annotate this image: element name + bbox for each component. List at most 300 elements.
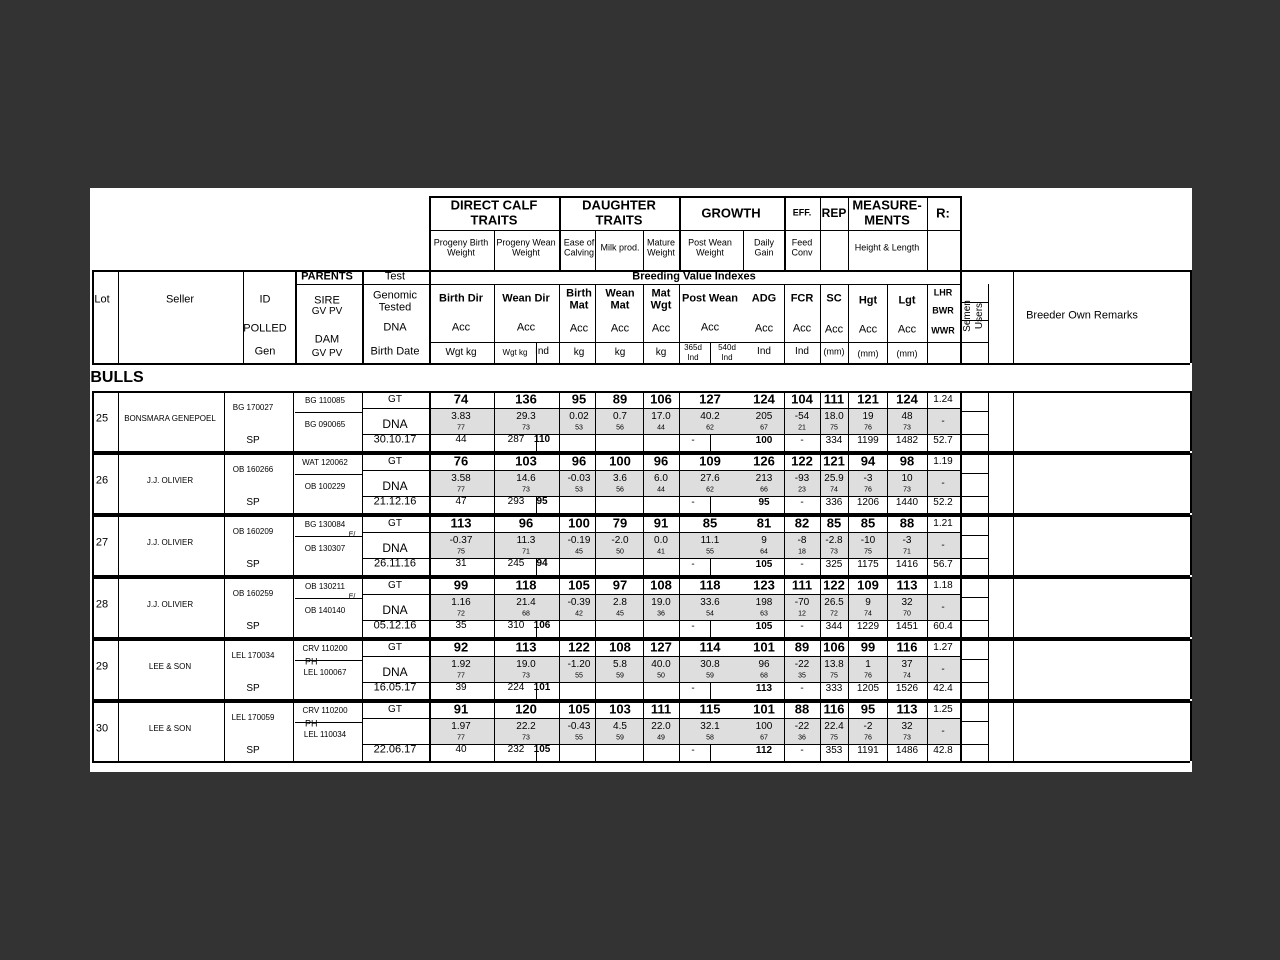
index-value-sc: 111 [823,391,845,407]
rule-vertical [362,639,363,699]
rule-vertical [988,639,989,699]
group-daughter: DAUGHTER [582,197,656,213]
ebv-value-wd: 22.2 [516,721,536,732]
test-code: GT [388,518,402,529]
ebv-value-wm: 0.7 [613,411,627,422]
accuracy-mw: 49 [657,734,665,742]
rule-vertical [429,391,431,451]
ebv-value-fcr: -8 [797,535,807,546]
rule-vertical [784,639,785,699]
rule-vertical [784,284,785,363]
sc-mm: 325 [825,559,843,570]
ebv-value-fcr: -70 [794,597,810,608]
ebv-value-sc: 18.0 [824,411,844,422]
ebv-value-adg: 205 [755,411,773,422]
accuracy-adg: 68 [760,672,768,680]
trait-fcr: FCR [790,292,814,305]
rule-horizontal [92,577,1190,579]
accuracy-sc: 75 [830,672,838,680]
trait-wean-mat: Mat [610,299,630,312]
index-value-lgt: 116 [896,639,918,655]
index-value-fcr: 89 [794,639,810,655]
accuracy-fcr: 12 [798,610,806,618]
lgt-mm: 1526 [895,683,919,694]
accuracy-sc: 75 [830,424,838,432]
index-value-wd: 113 [515,639,537,655]
accuracy-wd: 71 [522,548,530,556]
group-measurements: MENTS [864,212,910,228]
rule-vertical [559,639,560,699]
seller-name: J.J. OLIVIER [146,476,194,485]
ebv-value-wm: 4.5 [613,721,627,732]
subgroup-label: Progeny Wean [496,237,556,248]
rule-vertical [988,701,989,761]
rule-vertical [643,230,644,270]
ebv-value-bd: 3.58 [451,473,471,484]
rule-vertical [820,391,821,451]
rule-vertical [429,196,431,270]
dna-flag: DNA [382,479,408,493]
animal-id: BG 170027 [232,403,274,412]
rule-vertical [1013,391,1014,451]
gen-code: SP [246,745,260,756]
accuracy-sc: 74 [830,486,838,494]
rule-vertical [887,577,888,637]
ebv-value-sc: -2.8 [825,535,843,546]
header-dam-gvpv: GV PV [311,348,343,359]
sire-id: WAT 120062 [302,458,348,467]
rule-horizontal [960,496,988,497]
ebv-value-fcr: -22 [794,721,810,732]
rule-vertical [92,515,94,575]
rule-horizontal [960,434,988,435]
index-value-fcr: 82 [794,515,810,531]
index-value-hgt: 85 [860,515,876,531]
accuracy-wm: 59 [616,734,624,742]
index-value-wm: 100 [609,453,631,469]
rule-vertical [92,270,94,363]
subgroup-label: Weight [647,247,675,258]
ebv-value-mw: 22.0 [651,721,671,732]
rule-vertical [429,453,431,513]
rule-vertical [494,453,495,513]
wean-index: 94 [536,558,548,569]
accuracy-wd: 73 [522,734,530,742]
rule-vertical [293,701,294,761]
ebv-value-wm: -2.0 [611,535,629,546]
subgroup-label: Weight [447,247,475,258]
ebv-value-bm: -0.03 [567,473,591,484]
rule-vertical [92,639,94,699]
trait-lgt: Lgt [898,294,916,307]
ebv-value-mw: 17.0 [651,411,671,422]
rule-horizontal [362,594,960,595]
accuracy-pw: 59 [706,672,714,680]
bwr-ratio: - [941,726,945,737]
rule-vertical [887,284,888,363]
rule-vertical [927,701,928,761]
adg-index: 105 [755,621,773,632]
rule-vertical [224,453,225,513]
rule-vertical [118,639,119,699]
index-value-adg: 124 [753,391,775,407]
rule-vertical [679,639,680,699]
accuracy-wd: 73 [522,486,530,494]
rule-vertical [559,701,560,761]
accuracy-lgt: 73 [903,486,911,494]
index-value-mw: 111 [650,701,672,717]
accuracy-lgt: 70 [903,610,911,618]
ebv-value-bd: 1.16 [451,597,471,608]
accuracy-wm: 50 [616,548,624,556]
rule-vertical [887,701,888,761]
hgt-mm: 1191 [857,745,879,756]
index-value-wm: 108 [609,639,631,655]
accuracy-hgt: 74 [864,610,872,618]
subgroup-label: Ease of [563,237,595,248]
hgt-mm: 1206 [856,497,880,508]
index-value-wm: 89 [612,391,628,407]
ebv-value-lgt: 48 [901,411,913,422]
header-breeder-remarks: Breeder Own Remarks [1026,309,1138,322]
ebv-value-wm: 3.6 [613,473,627,484]
accuracy-mw: 44 [657,486,665,494]
trait-mat-wgt: Wgt [650,299,672,312]
index-value-sc: 85 [826,515,842,531]
rule-vertical [988,453,989,513]
fcr-index: - [800,745,804,756]
rule-vertical [710,496,711,513]
accuracy-bd: 77 [457,424,465,432]
accuracy-mw: 41 [657,548,665,556]
header-genomic: Genomic [372,289,418,302]
subgroup-label: Calving [563,247,595,258]
lhr-ratio: 1.19 [933,456,953,467]
subgroup-label: Post Wean [688,237,732,248]
rule-vertical [295,270,297,363]
accuracy-wm: 45 [616,610,624,618]
index-value-mw: 91 [653,515,669,531]
wean-index: 106 [533,620,551,631]
rule-vertical [595,391,596,451]
hgt-mm: 1205 [856,683,880,694]
rule-vertical [429,284,431,363]
rule-vertical [118,391,119,451]
ebv-value-sc: 25.9 [824,473,844,484]
accuracy-pw: 62 [706,424,714,432]
rule-horizontal [960,558,988,559]
rule-vertical [362,270,364,363]
rule-vertical [679,284,680,363]
adg-index: 95 [758,497,770,508]
ebv-value-pw: 30.8 [700,659,720,670]
rule-vertical [1013,577,1014,637]
index-value-bm: 105 [568,701,590,717]
rule-vertical [960,391,962,451]
accuracy-fcr: 21 [798,424,806,432]
accuracy-bm: 42 [575,610,583,618]
ebv-value-mw: 6.0 [654,473,668,484]
index-value-mw: 108 [650,577,672,593]
rule-vertical [679,391,680,451]
index-value-bm: 96 [571,453,587,469]
rule-horizontal [295,412,362,413]
lot-number: 30 [95,722,109,735]
shaded-band [429,408,960,434]
rule-vertical [679,196,681,270]
sire-id: OB 130211 [305,582,345,591]
accuracy-bm: 55 [575,734,583,742]
index-value-pw: 114 [699,639,721,655]
index-value-mw: 96 [653,453,669,469]
rule-vertical [927,577,928,637]
accuracy-hgt: 76 [864,672,872,680]
seller-name: J.J. OLIVIER [146,538,194,547]
rule-vertical [494,391,495,451]
animal-id: OB 160209 [232,527,274,536]
rule-vertical [1013,515,1014,575]
accuracy-bm: 45 [575,548,583,556]
ebv-value-adg: 100 [755,721,773,732]
index-value-bd: 76 [453,453,469,469]
ebv-value-sc: 13.8 [824,659,844,670]
rule-horizontal [960,659,988,660]
animal-id: OB 160266 [232,465,274,474]
rule-vertical [848,577,849,637]
fcr-index: - [800,621,804,632]
rule-vertical [960,515,962,575]
rule-vertical [559,284,560,363]
hgt-mm: 1175 [857,559,879,570]
index-value-wd: 118 [515,577,537,593]
unit-label: Wgt kg [445,347,477,358]
wean-index: 95 [536,496,548,507]
hgt-mm: 1199 [857,435,879,446]
header-id: ID [259,293,271,306]
test-code: GT [388,456,402,467]
rule-vertical [848,639,849,699]
ebv-value-pw: 40.2 [700,411,720,422]
accuracy-mw: 36 [657,610,665,618]
lhr-ratio: 1.27 [933,642,953,653]
rule-vertical [1190,270,1192,363]
seller-name: LEE & SON [148,724,192,733]
sc-mm: 336 [825,497,843,508]
header-acc: Acc [651,322,671,335]
rule-vertical [118,270,119,363]
wwr-ratio: 52.2 [933,497,953,508]
rule-horizontal [960,342,988,343]
gen-code: SP [246,621,260,632]
group-rep: REP [821,206,847,220]
rule-vertical [559,196,561,270]
rule-vertical [679,515,680,575]
rule-vertical [494,230,495,270]
index-value-hgt: 94 [860,453,876,469]
unit-label: 365d [684,343,702,352]
lot-number: 29 [95,660,109,673]
rule-vertical [243,270,244,363]
rule-vertical [643,577,644,637]
rule-vertical [927,453,928,513]
ebv-value-fcr: -93 [794,473,810,484]
ebv-value-adg: 213 [755,473,773,484]
wean-weight-kg: 293 [507,496,525,507]
trait-mat-wgt: Mat [651,287,671,300]
rule-vertical [784,515,785,575]
wean-weight-kg: 232 [507,744,525,755]
rule-vertical [595,639,596,699]
rule-vertical [743,230,744,270]
group-direct-calf: TRAITS [470,212,518,228]
ebv-value-wm: 2.8 [613,597,627,608]
dam-id: OB 140140 [304,606,346,615]
wean-index: 105 [533,744,551,755]
index-value-adg: 101 [753,639,775,655]
rule-vertical [643,515,644,575]
trait-birth-mat: Birth [566,287,592,300]
rule-vertical [820,453,821,513]
header-genomic: Tested [378,301,412,314]
header-lot: Lot [94,293,110,306]
rule-horizontal [92,639,1190,641]
index-value-lgt: 113 [896,577,918,593]
index-value-pw: 109 [699,453,721,469]
rule-vertical [362,577,363,637]
index-value-sc: 121 [823,453,845,469]
accuracy-sc: 73 [830,548,838,556]
rule-horizontal [92,515,1190,517]
accuracy-bm: 53 [575,486,583,494]
accuracy-hgt: 76 [864,424,872,432]
ebv-value-lgt: 37 [901,659,913,670]
rule-vertical [1190,515,1192,575]
accuracy-wm: 59 [616,672,624,680]
subgroup-label: Progeny Birth [433,237,489,248]
sire-mark: E/ [348,593,356,601]
rule-horizontal [92,453,1190,455]
wean-index: 110 [533,434,551,445]
birth-date: 05.12.16 [373,619,417,632]
birth-weight-kg: 40 [455,744,467,755]
rule-vertical [927,196,928,270]
wwr-ratio: 52.7 [933,435,953,446]
group-growth: GROWTH [701,205,761,221]
ebv-value-hgt: -2 [863,721,873,732]
ebv-value-bm: -1.20 [567,659,591,670]
rule-vertical [848,701,849,761]
ebv-value-wd: 21.4 [516,597,536,608]
wwr-ratio: 42.4 [933,683,953,694]
unit-label: 540d [718,343,736,352]
unit-label: (mm) [823,346,845,357]
dam-id: OB 130307 [304,544,346,553]
rule-vertical [784,391,785,451]
trait-wean-dir: Wean Dir [502,292,550,305]
test-code: GT [388,394,402,405]
ebv-value-hgt: -10 [860,535,876,546]
dam-id: BG 090065 [304,420,346,429]
rule-horizontal [362,718,960,719]
accuracy-adg: 64 [760,548,768,556]
ebv-value-mw: 19.0 [651,597,671,608]
seller-name: LEE & SON [148,662,192,671]
accuracy-bm: 53 [575,424,583,432]
shaded-band [429,470,960,496]
birth-weight-kg: 39 [455,682,467,693]
rule-horizontal [92,363,1190,365]
rule-vertical [118,701,119,761]
header-acc: Acc [516,321,536,334]
post-wean-365d: - [691,621,695,632]
lot-number: 25 [95,412,109,425]
ebv-value-fcr: -54 [794,411,810,422]
accuracy-bd: 77 [457,672,465,680]
rule-vertical [224,701,225,761]
index-value-hgt: 99 [860,639,876,655]
accuracy-sc: 72 [830,610,838,618]
rule-vertical [429,701,431,761]
rule-vertical [887,453,888,513]
unit-label: Ind [757,346,771,357]
accuracy-adg: 66 [760,486,768,494]
header-acc: Acc [792,322,812,335]
rule-vertical [960,639,962,699]
accuracy-pw: 58 [706,734,714,742]
unit-label: Ind [535,346,549,357]
rule-vertical [595,577,596,637]
lgt-mm: 1440 [895,497,919,508]
rule-vertical [92,577,94,637]
rule-vertical [848,196,849,270]
hgt-mm: 1229 [856,621,880,632]
ebv-value-hgt: 9 [865,597,871,608]
index-value-pw: 115 [699,701,721,717]
rule-vertical [960,701,962,761]
rule-vertical [293,453,294,513]
rule-vertical [820,577,821,637]
birth-date: 16.05.17 [373,681,417,694]
birth-date: 26.11.16 [373,557,417,570]
unit-label: Ind [795,346,809,357]
rule-horizontal [960,620,988,621]
lgt-mm: 1482 [895,435,919,446]
rule-vertical [1190,639,1192,699]
adg-index: 100 [755,435,773,446]
rule-vertical [960,577,962,637]
index-value-wm: 97 [612,577,628,593]
index-value-pw: 85 [702,515,718,531]
group-r: R: [936,205,950,221]
rule-vertical [848,391,849,451]
wean-weight-kg: 224 [507,682,525,693]
rule-horizontal [92,761,1190,763]
wean-weight-kg: 245 [507,558,525,569]
rule-vertical [494,577,495,637]
unit-label: Wgt kg [502,348,528,357]
accuracy-sc: 75 [830,734,838,742]
unit-label: Ind [721,353,733,362]
index-value-bd: 113 [450,515,472,531]
accuracy-hgt: 75 [864,548,872,556]
index-value-mw: 127 [650,639,672,655]
sc-mm: 344 [825,621,843,632]
accuracy-pw: 54 [706,610,714,618]
rule-vertical [595,453,596,513]
index-value-sc: 122 [823,577,845,593]
section-title: BULLS [90,369,144,386]
rule-vertical [960,453,962,513]
